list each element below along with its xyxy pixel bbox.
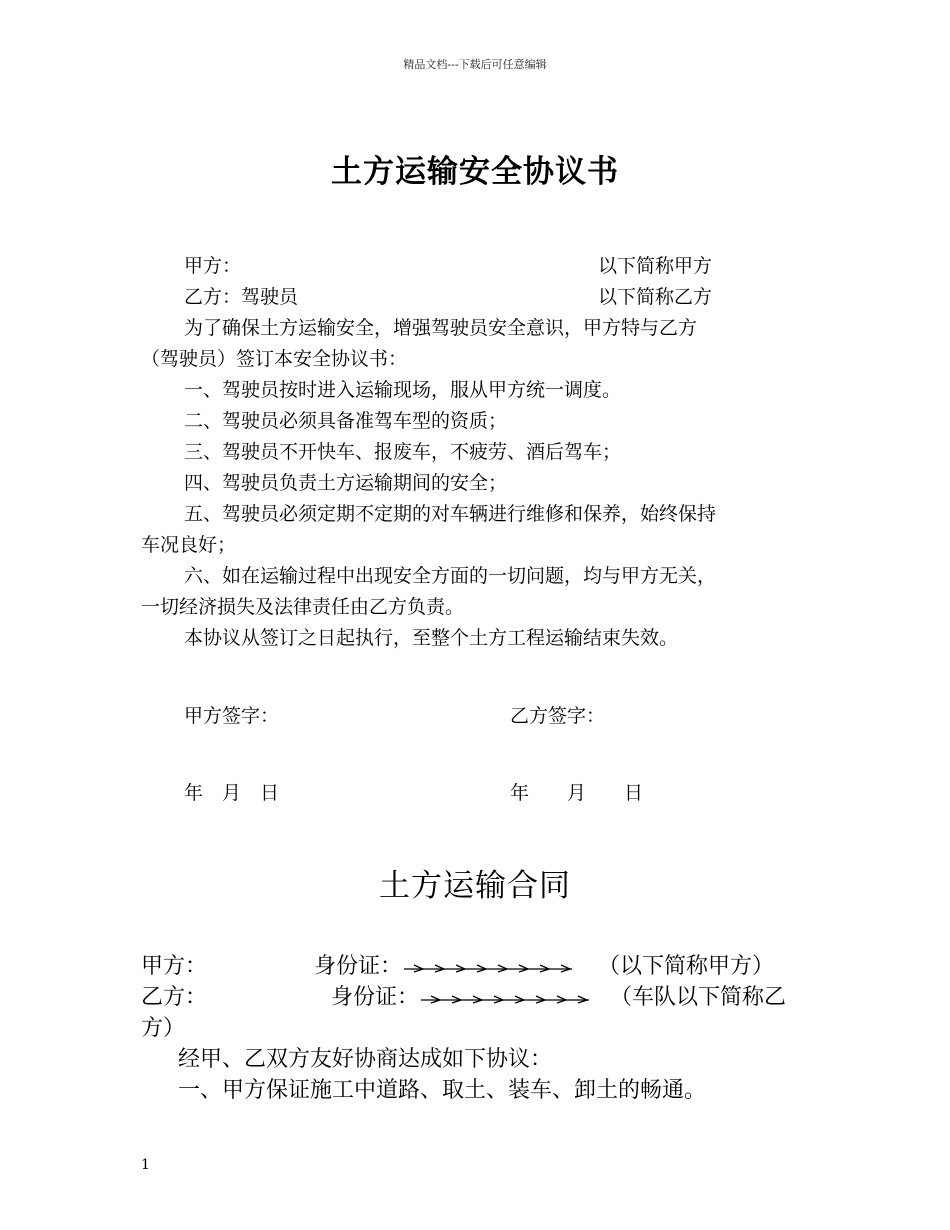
agreement-party-b-label: 乙方：驾驶员 [184, 286, 299, 308]
agreement-clause-1: 一、驾驶员按时进入运输现场，服从甲方统一调度。 [184, 379, 622, 401]
agreement-clause-5: 五、驾驶员必须定期不定期的对车辆进行维修和保养，始终保持 [184, 503, 717, 525]
agreement-party-b-alias: 以下简称乙方 [598, 286, 713, 308]
id-label: 身份证： [314, 954, 403, 979]
page-number: 1 [141, 1157, 150, 1173]
contract-clause-1: 一、甲方保证施工中道路、取土、装车、卸土的畅通。 [178, 1078, 707, 1103]
agreement-party-a-alias: 以下简称甲方 [598, 255, 713, 277]
agreement-clause-4: 四、驾驶员负责土方运输期间的安全； [184, 472, 508, 494]
contract-title: 土方运输合同 [379, 868, 571, 904]
agreement-effective: 本协议从签订之日起执行，至整个土方工程运输结束失效。 [184, 627, 679, 649]
signature-b-label: 乙方签字： [510, 705, 606, 727]
agreement-party-a-label: 甲方： [184, 255, 242, 277]
header-note: 精品文档---下载后可任意编辑 [403, 58, 547, 71]
id-label: 身份证： [331, 985, 420, 1010]
agreement-intro-line1: 为了确保土方运输安全，增强驾驶员安全意识，甲方特与乙方 [184, 317, 698, 339]
agreement-clause-3: 三、驾驶员不开快车、报废车，不疲劳、酒后驾车； [184, 441, 622, 463]
agreement-clause-2: 二、驾驶员必须具备准驾车型的资质； [184, 410, 508, 432]
date-a: 年 月 日 [184, 782, 280, 804]
contract-party-b-label: 乙方： [141, 985, 208, 1010]
agreement-intro-line2: （驾驶员）签订本安全协议书： [141, 348, 408, 370]
id-placeholder-arrows-icon [419, 991, 591, 1005]
id-placeholder-arrows-icon [402, 960, 574, 974]
agreement-clause-6: 六、如在运输过程中出现安全方面的一切问题，均与甲方无关， [184, 565, 717, 587]
agreement-title: 土方运输安全协议书 [331, 154, 619, 190]
contract-party-b-id [331, 982, 591, 1013]
signature-a-label: 甲方签字： [184, 705, 280, 727]
date-b: 年 月 日 [510, 782, 644, 804]
agreement-clause-5-cont: 车况良好； [141, 534, 237, 556]
contract-party-b-alias-line2: 方） [141, 1016, 186, 1041]
contract-party-a-label: 甲方： [141, 954, 208, 979]
contract-party-a-id [314, 951, 574, 982]
contract-consensus: 经甲、乙双方友好协商达成如下协议： [178, 1047, 553, 1072]
contract-party-a-alias: （以下简称甲方） [598, 954, 775, 979]
agreement-clause-6-cont: 一切经济损失及法律责任由乙方负责。 [141, 596, 465, 618]
contract-party-b-alias-line1: （车队以下简称乙 [610, 985, 787, 1010]
